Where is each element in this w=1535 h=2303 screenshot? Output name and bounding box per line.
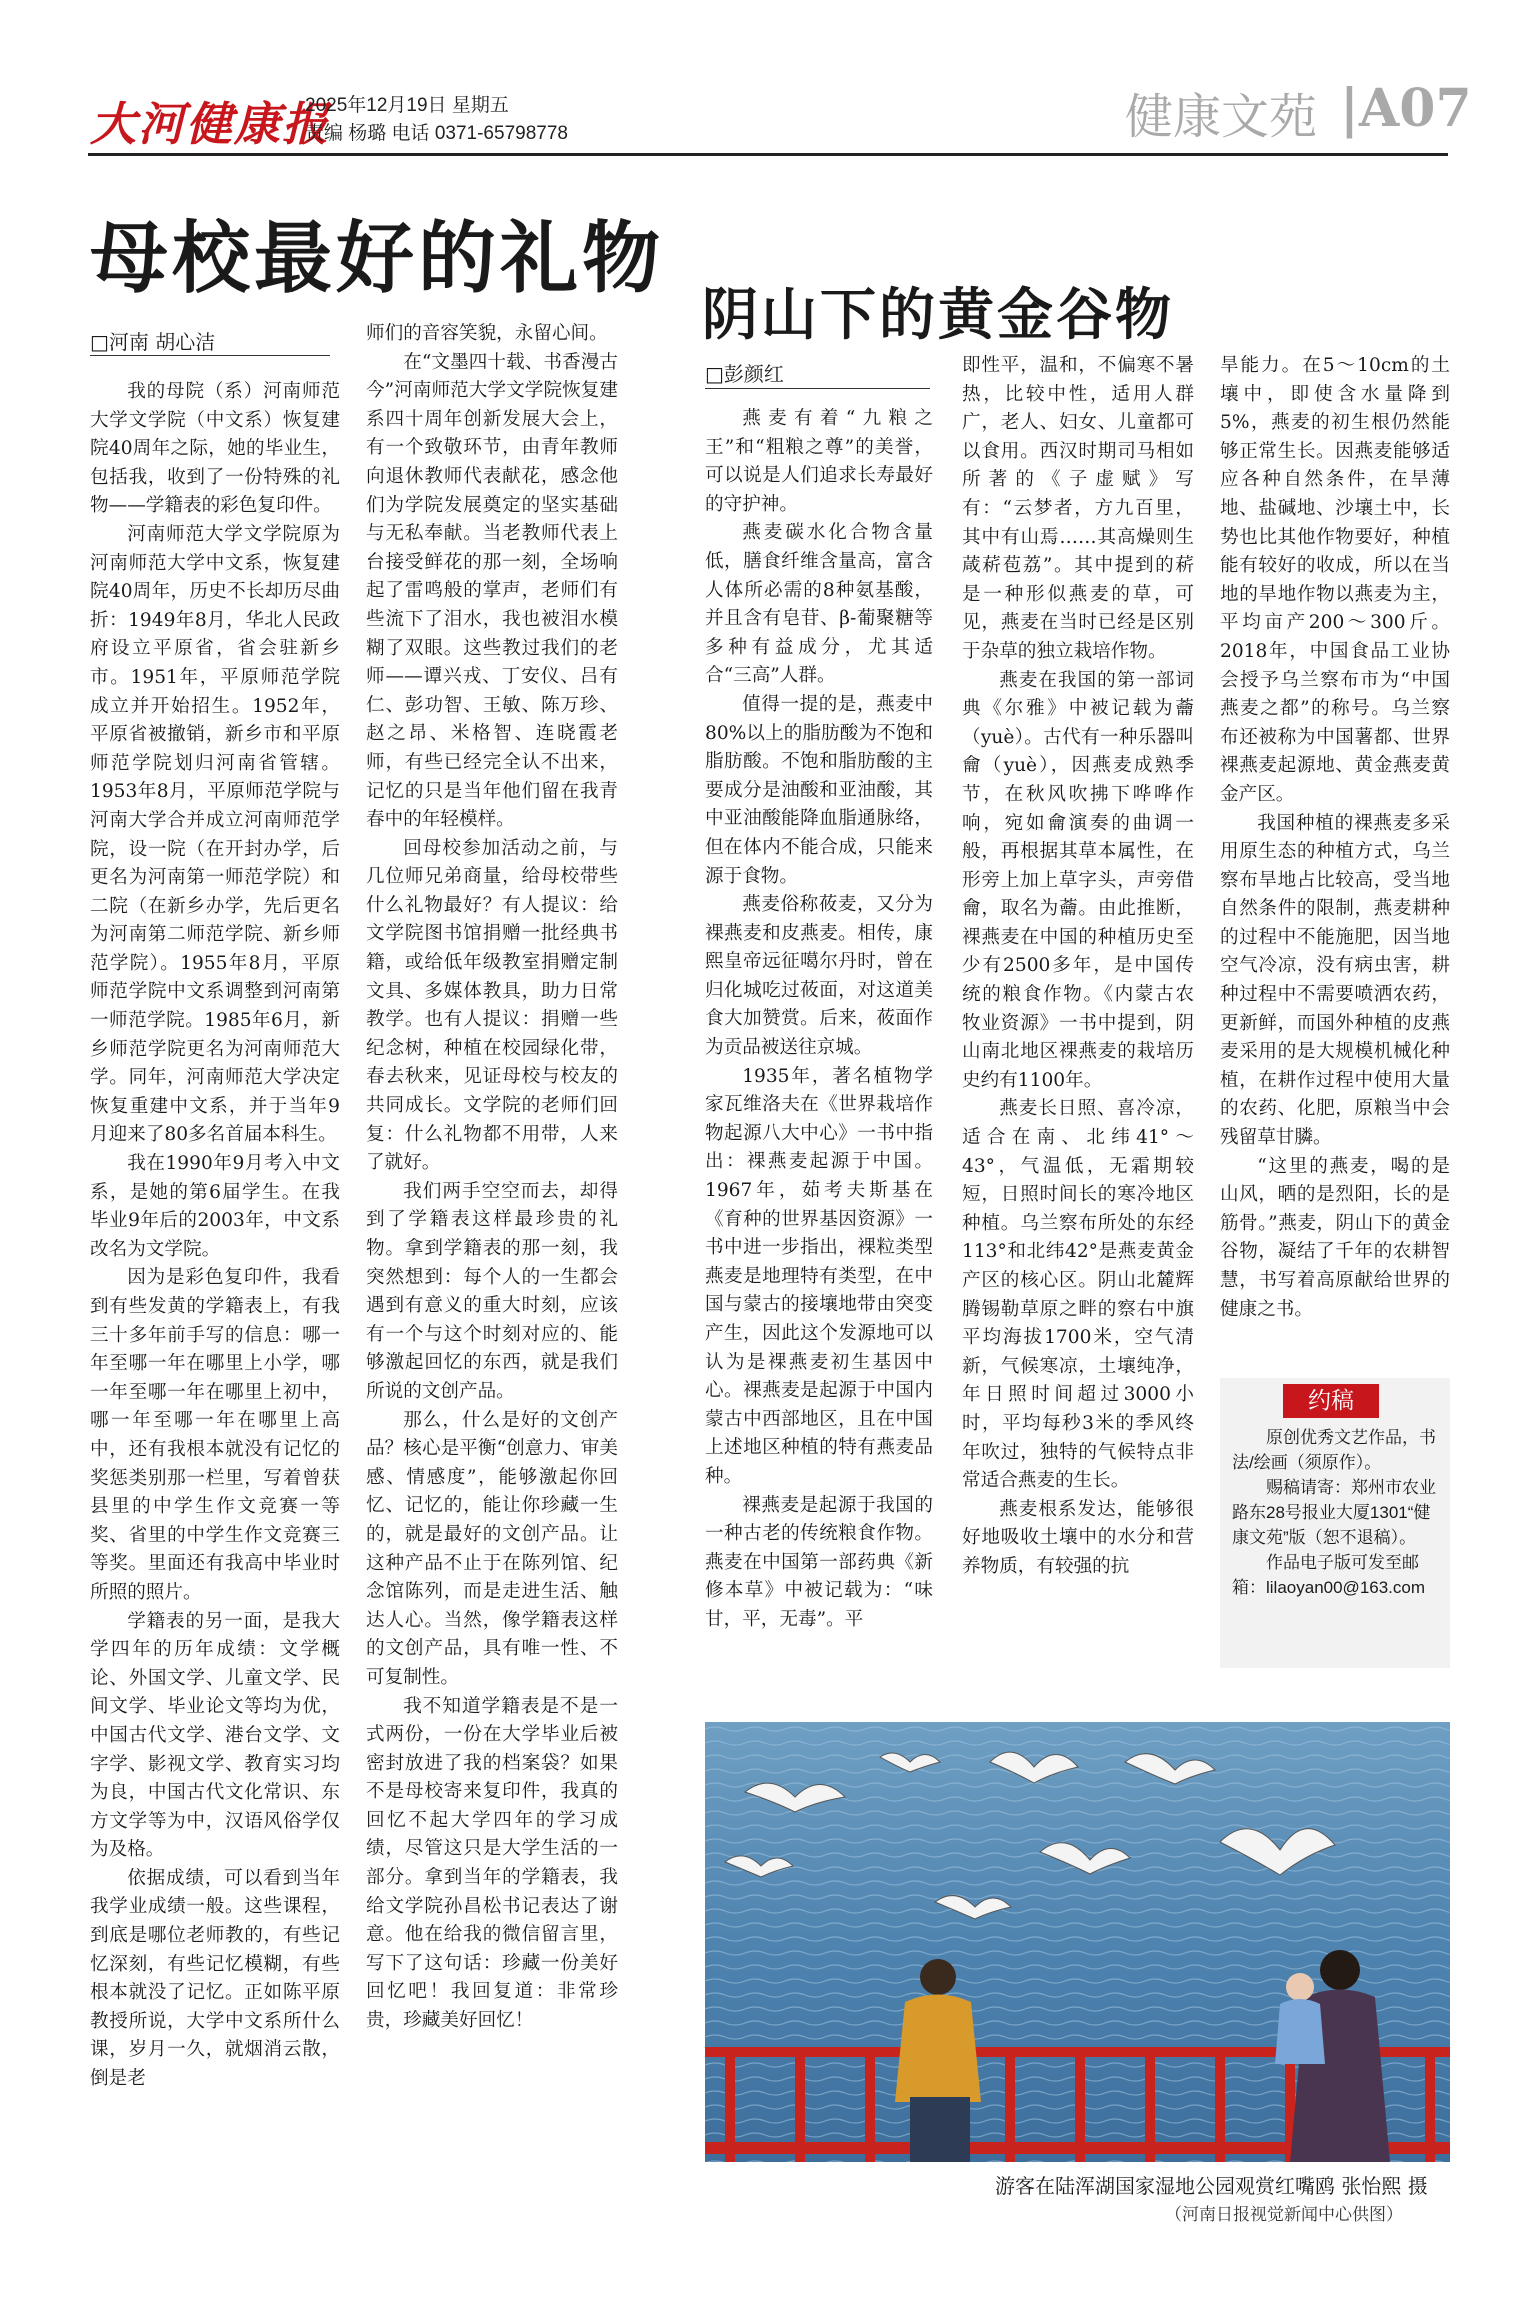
editor-info: 责编 杨璐 电话 0371-65798778	[305, 123, 568, 144]
seagull-photo	[705, 1722, 1450, 2162]
notice-paragraph: 赐稿请寄：郑州市农业路东28号报业大厦1301“健康文苑”版（恕不退稿）。	[1232, 1478, 1436, 1547]
paragraph: 燕麦有着“九粮之王”和“粗粮之尊”的美誉，可以说是人们追求长寿最好的守护神。	[705, 408, 933, 515]
notice-paragraph: 原创优秀文艺作品，书法/绘画（须原作）。	[1232, 1428, 1436, 1472]
article2-column-3	[1220, 352, 1450, 1367]
paragraph: 我们两手空空而去，却得到了学籍表这样最珍贵的礼物。拿到学籍表的那一刻，我突然想到：每个人的一生都会遇到有意义的重大时刻，应该有一个与这个时刻对应的、能够激起回忆的东西，就是我们所说的文创产品。	[366, 1180, 618, 1402]
paragraph: 我不知道学籍表是不是一式两份，一份在大学毕业后被密封放进了我的档案袋？如果不是母校寄来复印件，我真的回忆不起大学四年的学习成绩，尽管这只是大学生活的一部分。拿到当年的学籍表，我给文学院孙昌松书记表达了谢意。他在给我的微信留言里，写下了这句话：珍藏一份美好回忆吧！我回复道：非常珍贵，珍藏美好回忆！	[366, 1695, 618, 2032]
paragraph: 回母校参加活动之前，与几位师兄弟商量，给母校带些什么礼物最好？有人提议：给文学院图书馆捐赠一批经典书籍，或给低年级教室捐赠定制文具、多媒体教具，助力日常教学。也有人提议：捐赠一些纪念树，种植在校园绿化带，春去秋来，见证母校与校友的共同成长。文学院的老师们回复：什么礼物都不用带，人来了就好。	[366, 837, 618, 1174]
paragraph: 旱能力。在5～10cm的土壤中，即使含水量降到5%，燕麦的初生根仍然能够正常生长。因燕麦能够适应各种自然条件，在旱薄地、盐碱地、沙壤土中，长势也比其他作物要好，种植能有较好的收成，所以在当地的旱地作物以燕麦为主，平均亩产200～300斤。2018年，中国食品工业协会授予乌兰察布市为“中国燕麦之都”的称号。乌兰察布还被称为中国薯都、世界裸燕麦起源地、黄金燕麦黄金产区。	[1220, 355, 1450, 805]
photo-credit: （河南日报视觉新闻中心供图）	[1165, 2205, 1403, 2225]
photo-caption: 游客在陆浑湖国家湿地公园观赏红嘴鸥 张怡熙 摄	[995, 2174, 1428, 2198]
paragraph: 燕麦在我国的第一部词典《尔雅》中被记载为蘥（yuè）。古代有一种乐器叫龠（yuè），因燕麦成熟季节，在秋风吹拂下哗哗作响，宛如龠演奏的曲调一般，再根据其草本属性，在形旁上加上草字头，声旁借龠，取名为蘥。由此推断，裸燕麦在中国的种植历史至少有2500多年，是中国传统的粮食作物。《内蒙古农牧业资源》一书中提到，阴山南北地区裸燕麦的栽培历史约有1100年。	[962, 669, 1194, 1091]
byline-rule	[705, 388, 930, 389]
paragraph: 我国种植的裸燕麦多采用原生态的种植方式，乌兰察布旱地占比较高，受当地自然条件的限制，燕麦耕种的过程中不能施肥，因当地空气冷凉，没有病虫害，耕种过程中不需要喷洒农药，更新鲜，而国外种植的皮燕麦采用的是大规模机械化种植，在耕作过程中使用大量的农药、化肥，原粮当中会残留草甘膦。	[1220, 812, 1450, 1149]
article1-column-1	[90, 378, 340, 2213]
paragraph: 在“文墨四十载、书香漫古今”河南师范大学文学院恢复建系四十周年创新发展大会上，有一个致敬环节，由青年教师向退休教师代表献花，感念他们为学院发展奠定的坚实基础与无私奉献。当老教师代表上台接受鲜花的那一刻，全场响起了雷鸣般的掌声，老师们有些流下了泪水，我也被泪水模糊了双眼。这些教过我们的老师——谭兴戎、丁安仪、吕有仁、彭功智、王敏、陈万珍、赵之昂、米格智、连晓霞老师，有些已经完全认不出来，记忆的只是当年他们留在我青春中的年轻模样。	[366, 351, 618, 831]
article1-column-2	[366, 320, 618, 2213]
paragraph: 即性平，温和，不偏寒不暑热，比较中性，适用人群广，老人、妇女、儿童都可以食用。西汉时期司马相如所著的《子虚赋》写有：“云梦者，方九百里，其中有山焉……其高燥则生葴菥苞荔”。其中提到的菥是一种形似燕麦的草，可见，燕麦在当时已经是区别于杂草的独立栽培作物。	[962, 355, 1194, 662]
paragraph: 燕麦根系发达，能够很好地吸收土壤中的水分和营养物质，有较强的抗	[962, 1498, 1194, 1577]
paragraph: 燕麦俗称莜麦，又分为裸燕麦和皮燕麦。相传，康熙皇帝远征噶尔丹时，曾在归化城吃过莜面，对这道美食大加赞赏。后来，莜面作为贡品被送往京城。	[705, 894, 933, 1059]
paragraph: 燕麦碳水化合物含量低，膳食纤维含量高，富含人体所必需的8种氨基酸，并且含有皂苷、β-葡聚糖等多种有益成分，尤其适合“三高”人群。	[705, 522, 933, 687]
masthead-logo: 大河健康报	[90, 97, 330, 151]
article2-column-1	[705, 405, 933, 1695]
paragraph: 值得一提的是，燕麦中80%以上的脂肪酸为不饱和脂肪酸。不饱和脂肪酸的主要成分是油酸和亚油酸，其中亚油酸能降血脂通脉络，但在体内不能合成，只能来源于食物。	[705, 693, 933, 887]
section-name: 健康文苑	[1125, 89, 1318, 145]
paragraph: “这里的燕麦，喝的是山风，晒的是烈阳，长的是筋骨。”燕麦，阴山下的黄金谷物，凝结了千年的农耕智慧，书写着高原献给世界的健康之书。	[1220, 1155, 1450, 1320]
paragraph: 师们的音容笑貌，永留心间。	[366, 323, 608, 344]
article1-byline: □河南 胡心洁	[90, 330, 216, 354]
paragraph: 那么，什么是好的文创产品？核心是平衡“创意力、审美感、情感度”，能够激起你回忆、记忆的，能让你珍藏一生的，就是最好的文创产品。让这种产品不止于在陈列馆、纪念馆陈列，而是走进生活、触达人心。当然，像学籍表这样的文创产品，具有唯一性、不可复制性。	[366, 1409, 618, 1688]
notice-paragraph: 作品电子版可发至邮箱：lilaoyan00@163.com	[1232, 1553, 1426, 1597]
article2-column-2	[962, 352, 1194, 1695]
header-rule	[88, 153, 1448, 156]
paragraph: 学籍表的另一面，是我大学四年的历年成绩：文学概论、外国文学、儿童文学、民间文学、毕业论文等均为优，中国古代文学、港台文学、文字学、影视文学、教育实习均为良，中国古代文化常识、东方文学等为中，汉语风俗学仅为及格。	[90, 1610, 340, 1861]
issue-date: 2025年12月19日 星期五	[305, 95, 509, 116]
byline-rule	[90, 355, 330, 356]
paragraph: 我的母院（系）河南师范大学文学院（中文系）恢复建院40周年之际，她的毕业生，包括我，收到了一份特殊的礼物——学籍表的彩色复印件。	[90, 381, 340, 517]
paragraph: 燕麦长日照、喜冷凉，适合在南、北纬41°～43°，气温低，无霜期较短，日照时间长的寒冷地区种植。乌兰察布所处的东经113°和北纬42°是燕麦黄金产区的核心区。阴山北麓辉腾锡勒草原之畔的察右中旗平均海拔1700米，空气清新，气候寒凉，土壤纯净，年日照时间超过3000小时，平均每秒3米的季风终年吹过，独特的气候特点非常适合燕麦的生长。	[962, 1098, 1194, 1492]
paragraph: 1935年，著名植物学家瓦维洛夫在《世界栽培作物起源八大中心》一书中指出：裸燕麦起源于中国。1967年，茹考夫斯基在《育种的世界基因资源》一书中进一步指出，裸粒类型燕麦是地理特有类型，在中国与蒙古的接壤地带由突变产生，因此这个发源地可以认为是裸燕麦初生基因中心。裸燕麦是起源于中国内蒙古中西部地区，且在中国上述地区种植的特有燕麦品种。	[705, 1065, 933, 1487]
paragraph: 裸燕麦是起源于我国的一种古老的传统粮食作物。燕麦在中国第一部药典《新修本草》中被记载为：“味甘，平，无毒”。平	[705, 1494, 933, 1630]
article1-title: 母校最好的礼物	[90, 213, 665, 304]
article2-byline: □彭颜红	[705, 362, 784, 386]
paragraph: 依据成绩，可以看到当年我学业成绩一般。这些课程，到底是哪位老师教的，有些记忆深刻，有些记忆模糊，有些根本就没了记忆。正如陈平原教授所说，大学中文系所什么课，岁月一久，就烟消云散，倒是老	[90, 1867, 340, 2090]
paragraph: 因为是彩色复印件，我看到有些发黄的学籍表上，有我三十多年前手写的信息：哪一年至哪一年在哪里上小学，哪一年至哪一年在哪里上初中，哪一年至哪一年在哪里上高中，还有我根本就没有记忆的奖惩类别那一栏里，写着曾获县里的中学生作文竞赛一等奖、省里的中学生作文竞赛三等奖。里面还有我高中毕业时所照的照片。	[90, 1267, 340, 1603]
paragraph: 河南师范大学文学院原为河南师范大学中文系，恢复建院40周年，历史不长却历尽曲折：1949年8月，华北人民政府设立平原省，省会驻新乡市。1951年，平原师范学院成立并开始招生。1952年，平原省被撤销，新乡市和平原师范学院划归河南省管辖。1953年8月，平原师范学院与河南大学合并成立河南师范学院，设一院（在开封办学，后更名为河南第一师范学院）和二院（在新乡办学，先后更名为河南第二师范学院、新乡师范学院）。1955年8月，平原师范学院中文系调整到河南第一师范学院。1985年6月，新乡师范学院更名为河南师范大学。同年，河南师范大学决定恢复重建中文系，并于当年9月迎来了80多名首届本科生。	[90, 523, 340, 1146]
paragraph: 我在1990年9月考入中文系，是她的第6届学生。在我毕业9年后的2003年，中文系改名为文学院。	[90, 1153, 340, 1260]
page-number: |A07	[1340, 78, 1472, 139]
article2-title: 阴山下的黄金谷物	[702, 282, 1174, 348]
call-for-submissions-tag: 约稿	[1283, 1384, 1379, 1418]
call-for-submissions-text	[1232, 1425, 1442, 1600]
